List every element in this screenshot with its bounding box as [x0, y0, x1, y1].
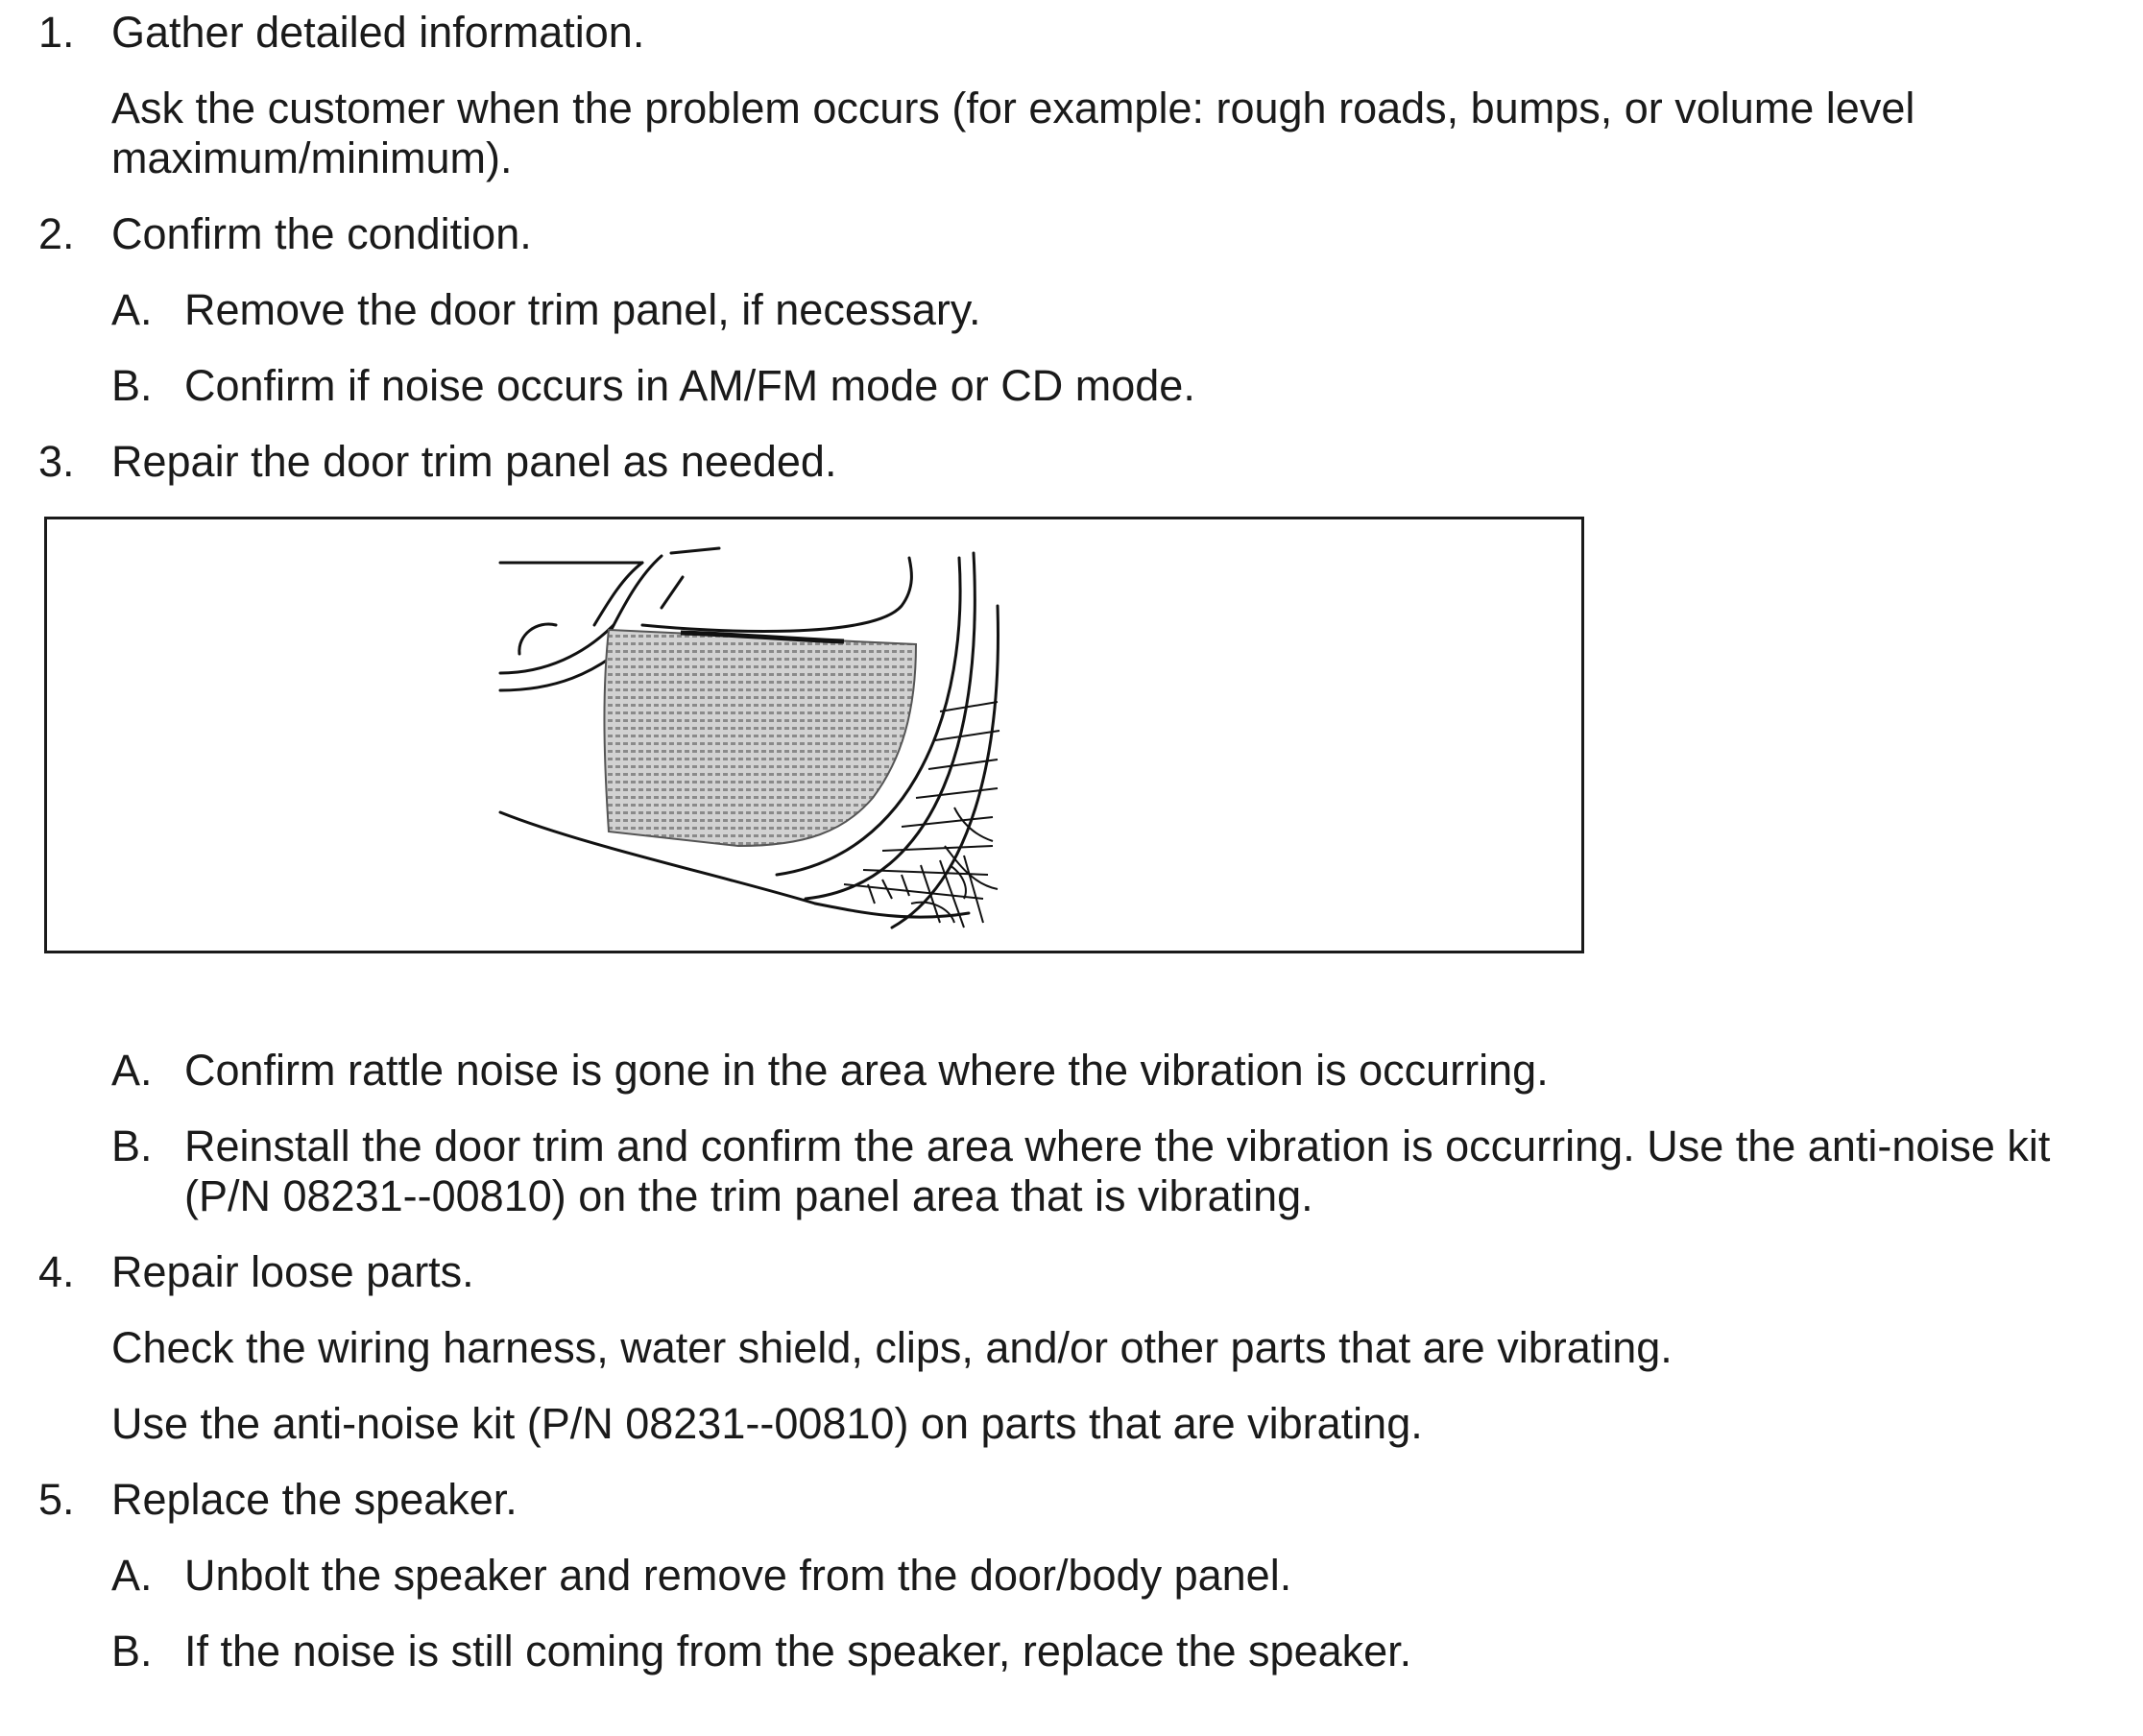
step-2a-letter: A. — [111, 285, 153, 334]
step-3a-letter: A. — [111, 1046, 153, 1095]
step-5b-text: If the noise is still coming from the speaker, replace the speaker. — [184, 1627, 1412, 1676]
step-2b-letter: B. — [111, 361, 153, 410]
step-1-body-line-2: maximum/minimum). — [111, 133, 513, 182]
step-4-body-line-2: Use the anti-noise kit (P/N 08231--00810) on parts that are vibrating. — [111, 1399, 1423, 1448]
step-5-number: 5. — [38, 1475, 75, 1524]
step-3b-letter: B. — [111, 1121, 153, 1170]
step-5-title: Replace the speaker. — [111, 1475, 518, 1524]
step-5a-text: Unbolt the speaker and remove from the door/body panel. — [184, 1551, 1292, 1600]
door-speaker-figure — [44, 517, 1584, 953]
step-3b-text-line-2: (P/N 08231--00810) on the trim panel area that is vibrating. — [184, 1171, 1313, 1220]
step-3a-text: Confirm rattle noise is gone in the area where the vibration is occurring. — [184, 1046, 1549, 1095]
step-2b-text: Confirm if noise occurs in AM/FM mode or CD mode. — [184, 361, 1195, 410]
step-5a-letter: A. — [111, 1551, 153, 1600]
step-1-body-line-1: Ask the customer when the problem occurs (for example: rough roads, bumps, or volume level — [111, 84, 1915, 133]
step-1-number: 1. — [38, 8, 75, 57]
step-3b-text-line-1: Reinstall the door trim and confirm the area where the vibration is occurring. Use the anti-noise kit — [184, 1121, 2051, 1170]
step-3-title: Repair the door trim panel as needed. — [111, 437, 837, 486]
door-speaker-illustration — [47, 519, 1581, 951]
step-2-number: 2. — [38, 209, 75, 258]
step-5b-letter: B. — [111, 1627, 153, 1676]
step-4-body-line-1: Check the wiring harness, water shield, clips, and/or other parts that are vibrating. — [111, 1323, 1673, 1372]
step-2a-text: Remove the door trim panel, if necessary. — [184, 285, 981, 334]
step-4-number: 4. — [38, 1247, 75, 1296]
step-3-number: 3. — [38, 437, 75, 486]
step-2-title: Confirm the condition. — [111, 209, 532, 258]
step-1-title: Gather detailed information. — [111, 8, 645, 57]
step-4-title: Repair loose parts. — [111, 1247, 474, 1296]
